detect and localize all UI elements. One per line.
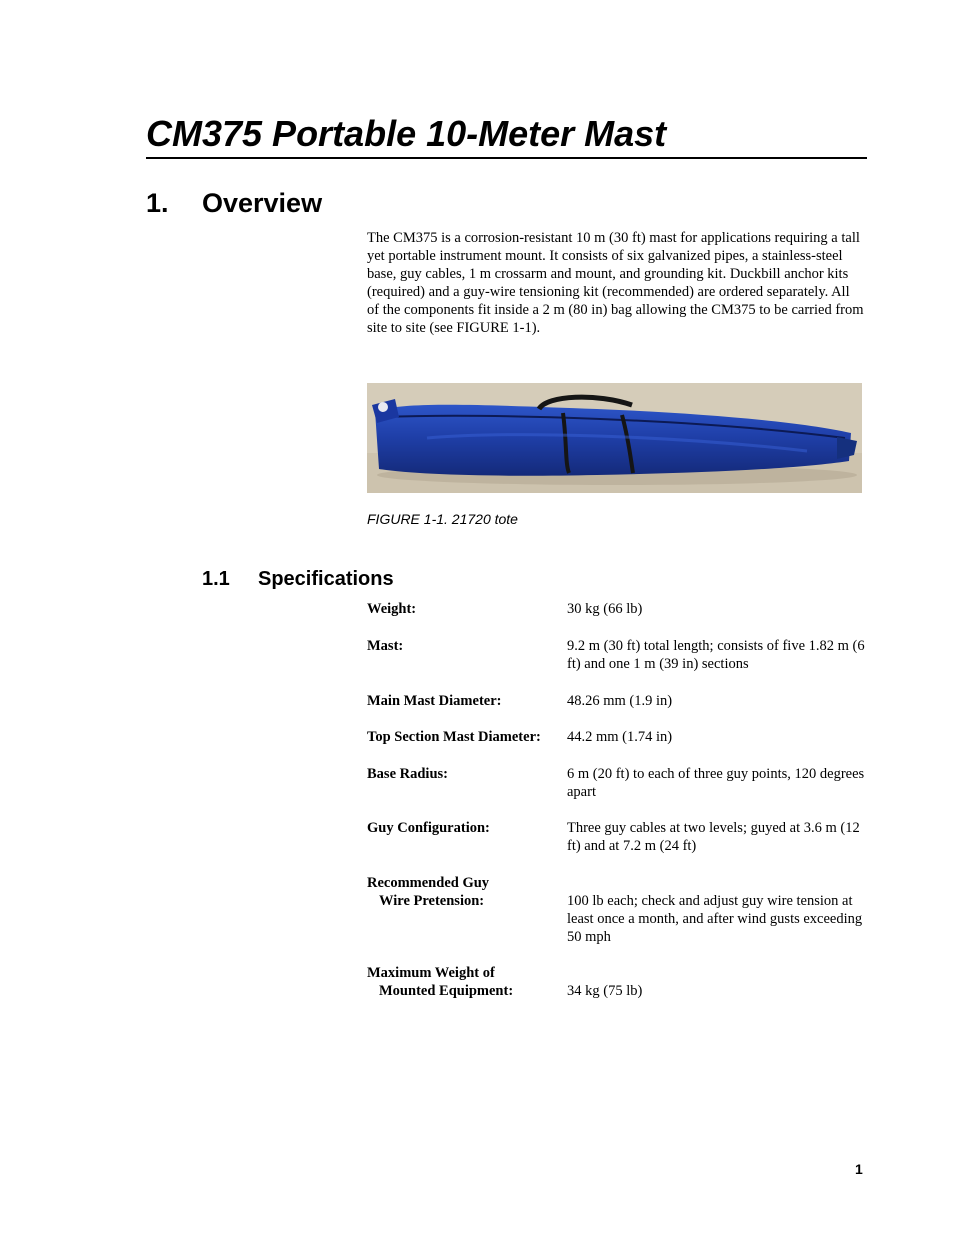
figure-caption: FIGURE 1-1. 21720 tote <box>367 511 518 527</box>
document-title: CM375 Portable 10-Meter Mast <box>146 113 667 154</box>
spec-label-line: Maximum Weight of <box>367 965 495 981</box>
spec-label-line: Recommended Guy <box>367 875 490 891</box>
spec-label <box>367 874 562 910</box>
spec-label-line: Mounted Equipment: <box>379 983 514 999</box>
spec-value: 30 kg (66 lb) <box>567 601 643 617</box>
title-rule <box>146 157 867 159</box>
section-title: Overview <box>202 188 323 218</box>
tote-bag-illustration <box>367 383 862 493</box>
spec-label-line: Wire Pretension: <box>379 893 485 909</box>
spec-label: Top Section Mast Diameter: <box>367 729 541 745</box>
spec-label: Base Radius: <box>367 766 448 782</box>
spec-value: 100 lb each; check and adjust guy wire tension at least once a month, and after wind gusts exceeding 50 mph <box>567 893 863 945</box>
subsection-number: 1.1 <box>202 568 230 590</box>
tote-bag-photo <box>367 383 862 493</box>
spec-value: 34 kg (75 lb) <box>567 983 643 999</box>
spec-value: 44.2 mm (1.74 in) <box>567 729 673 745</box>
spec-value: Three guy cables at two levels; guyed at 3.6 m (12 ft) and at 7.2 m (24 ft) <box>567 820 860 854</box>
page-number: 1 <box>855 1161 863 1177</box>
spec-value: 6 m (20 ft) to each of three guy points, 120 degrees apart <box>567 766 865 800</box>
spec-value: 48.26 mm (1.9 in) <box>567 693 673 709</box>
subsection-title: Specifications <box>258 568 394 590</box>
spec-label: Main Mast Diameter: <box>367 693 502 709</box>
overview-paragraph: The CM375 is a corrosion-resistant 10 m (30 ft) mast for applications requiring a tall yet portable instrument mount. It consists of six galvanized pipes, a stainless-steel base, guy cables, 1 m crossarm and mount, and grounding kit. Duckbill anchor kits (required) and a guy-wire tensioning kit (recommended) are ordered separately. All of the components fit inside a 2 m (80 in) bag allowing the CM375 to be carried from site to site (see FIGURE 1-1). <box>367 230 864 336</box>
spec-label: Mast: <box>367 638 404 654</box>
spec-label <box>367 964 562 1000</box>
spec-label: Weight: <box>367 601 417 617</box>
subsection-heading-specifications <box>202 566 394 592</box>
section-number: 1. <box>146 188 169 218</box>
section-heading-overview <box>146 186 322 220</box>
spec-value: 9.2 m (30 ft) total length; consists of five 1.82 m (6 ft) and one 1 m (39 in) sections <box>567 638 865 672</box>
spec-label: Guy Configuration: <box>367 820 490 836</box>
